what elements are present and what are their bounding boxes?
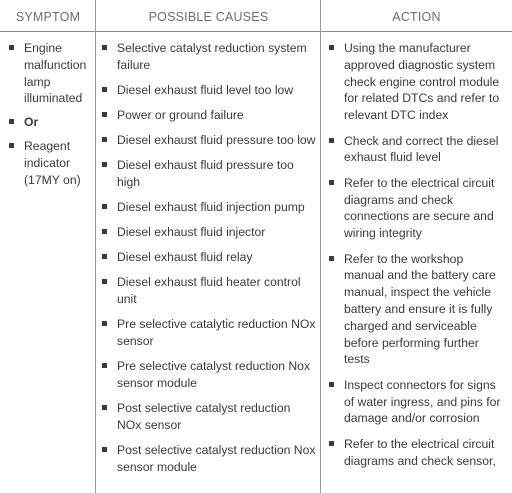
column-divider-1 — [95, 0, 96, 493]
action-column — [328, 40, 506, 478]
cause-item: Selective catalyst reduction system failure — [101, 40, 317, 74]
cause-item: Diesel exhaust fluid level too low — [101, 82, 317, 99]
cause-item: Diesel exhaust fluid injection pump — [101, 199, 317, 216]
symptom-item: Engine malfunction lamp illuminated — [8, 40, 94, 107]
action-item: Refer to the electrical circuit diagrams and check sensor, — [328, 436, 506, 470]
column-divider-2 — [320, 0, 321, 493]
header-action: ACTION — [392, 10, 441, 24]
cause-item: Power or ground failure — [101, 107, 317, 124]
cause-item: Pre selective catalytic reduction NOx sensor — [101, 316, 317, 350]
symptom-column — [8, 40, 94, 195]
action-item: Refer to the electrical circuit diagrams and check connections are secure and wiring integrity — [328, 175, 506, 242]
cause-item: Pre selective catalyst reduction Nox sensor module — [101, 358, 317, 392]
cause-item: Diesel exhaust fluid injector — [101, 224, 317, 241]
cause-item: Diesel exhaust fluid relay — [101, 249, 317, 266]
header-symptom: SYMPTOM — [15, 10, 81, 24]
action-item: Refer to the workshop manual and the battery care manual, inspect the vehicle battery and ensure it is fully charged and serviceable before performing further tests — [328, 251, 506, 369]
cause-item: Diesel exhaust fluid pressure too high — [101, 157, 317, 191]
action-item: Using the manufacturer approved diagnostic system check engine control module for related DTCs and refer to relevant DTC index — [328, 40, 506, 124]
cause-item: Post selective catalyst reduction NOx sensor — [101, 400, 317, 434]
cause-item: Diesel exhaust fluid heater control unit — [101, 274, 317, 308]
header-divider — [0, 31, 512, 32]
header-possible-causes: POSSIBLE CAUSES — [148, 10, 269, 24]
symptom-item: Or — [8, 114, 94, 131]
symptom-item: Reagent indicator (17MY on) — [8, 138, 94, 188]
cause-item: Diesel exhaust fluid pressure too low — [101, 132, 317, 149]
cause-item: Post selective catalyst reduction Nox sensor module — [101, 442, 317, 476]
action-item: Inspect connectors for signs of water ingress, and pins for damage and/or corrosion — [328, 377, 506, 427]
possible-causes-column — [101, 40, 317, 484]
action-item: Check and correct the diesel exhaust fluid level — [328, 133, 506, 167]
